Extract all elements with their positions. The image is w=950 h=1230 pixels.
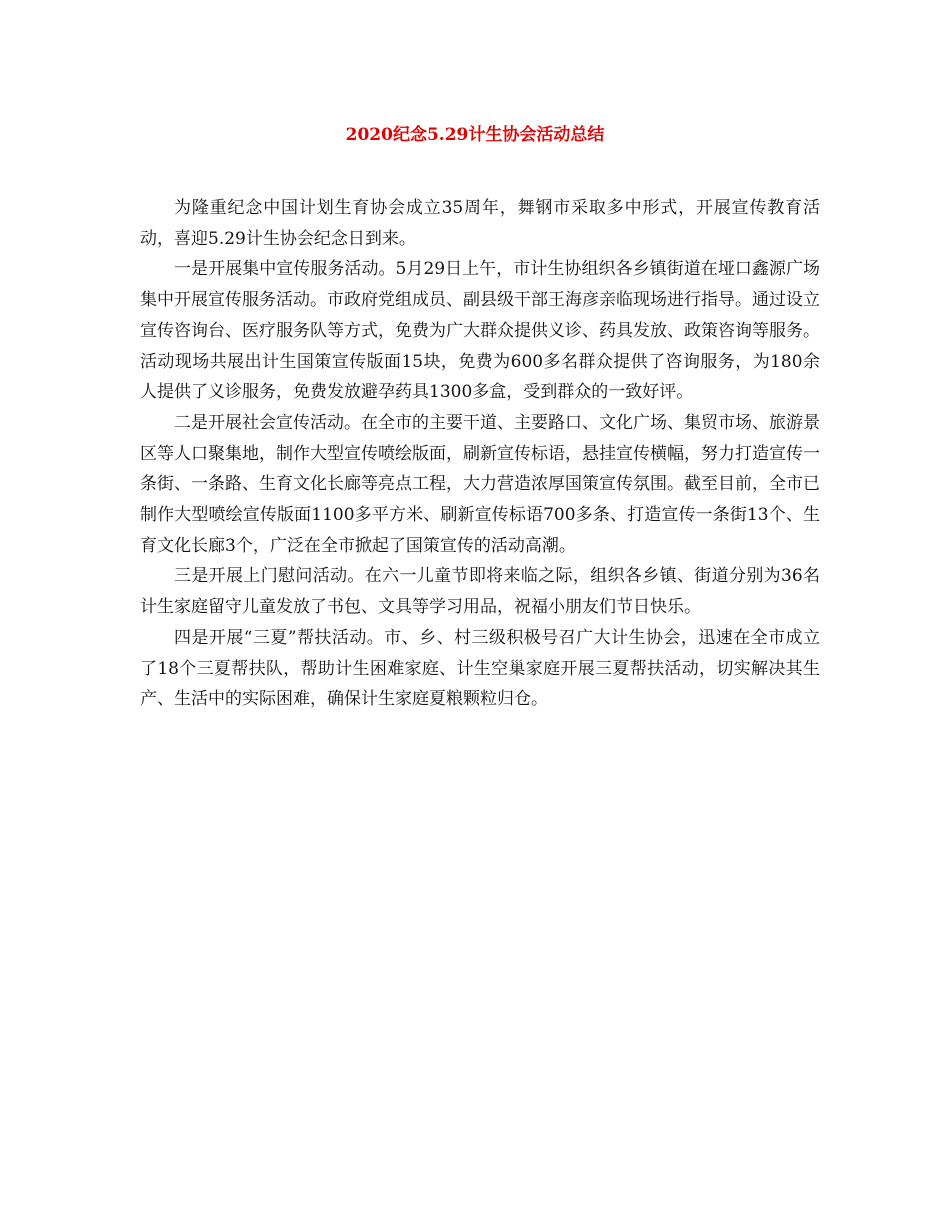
paragraph-3: 三是开展上门慰问活动。在六一儿童节即将来临之际，组织各乡镇、街道分别为36名计生家庭留守儿童发放了书包、文具等学习用品，祝福小朋友们节日快乐。 — [140, 566, 820, 618]
document-body — [140, 193, 820, 715]
paragraph-4: 四是开展“三夏”帮扶活动。市、乡、村三级积极号召广大计生协会，迅速在全市成立了18个三夏帮扶队，帮助计生困难家庭、计生空巢家庭开展三夏帮扶活动，切实解决其生产、生活中的实际困难，确保计生家庭夏粮颗粒归仓。 — [140, 627, 820, 710]
paragraph-2: 二是开展社会宣传活动。在全市的主要干道、主要路口、文化广场、集贸市场、旅游景区等人口聚集地，制作大型宣传喷绘版面，刷新宣传标语，悬挂宣传横幅，努力打造宣传一条街、一条路、生育文化长廊等亮点工程，大力营造浓厚国策宣传氛围。截至目前，全市已制作大型喷绘宣传版面1100多平方米、刷新宣传标语700多条、打造宣传一条街13个、生育文化长廊3个，广泛在全市掀起了国策宣传的活动高潮。 — [140, 412, 820, 556]
paragraph-intro: 为隆重纪念中国计划生育协会成立35周年，舞钢市采取多中形式，开展宣传教育活动，喜迎5.29计生协会纪念日到来。 — [140, 198, 820, 249]
document-title: 2020纪念5.29计生协会活动总结 — [345, 125, 605, 145]
paragraph-1: 一是开展集中宣传服务活动。5月29日上午，市计生协组织各乡镇街道在垭口鑫源广场集中开展宣传服务活动。市政府党组成员、副县级干部王海彦亲临现场进行指导。通过设立宣传咨询台、医疗服务队等方式，免费为广大群众提供义诊、药具发放、政策咨询等服务。活动现场共展出计生国策宣传版面15块，免费为600多名群众提供了咨询服务，为180余人提供了义诊服务，免费发放避孕药具1300多盒，受到群众的一致好评。 — [140, 259, 820, 403]
